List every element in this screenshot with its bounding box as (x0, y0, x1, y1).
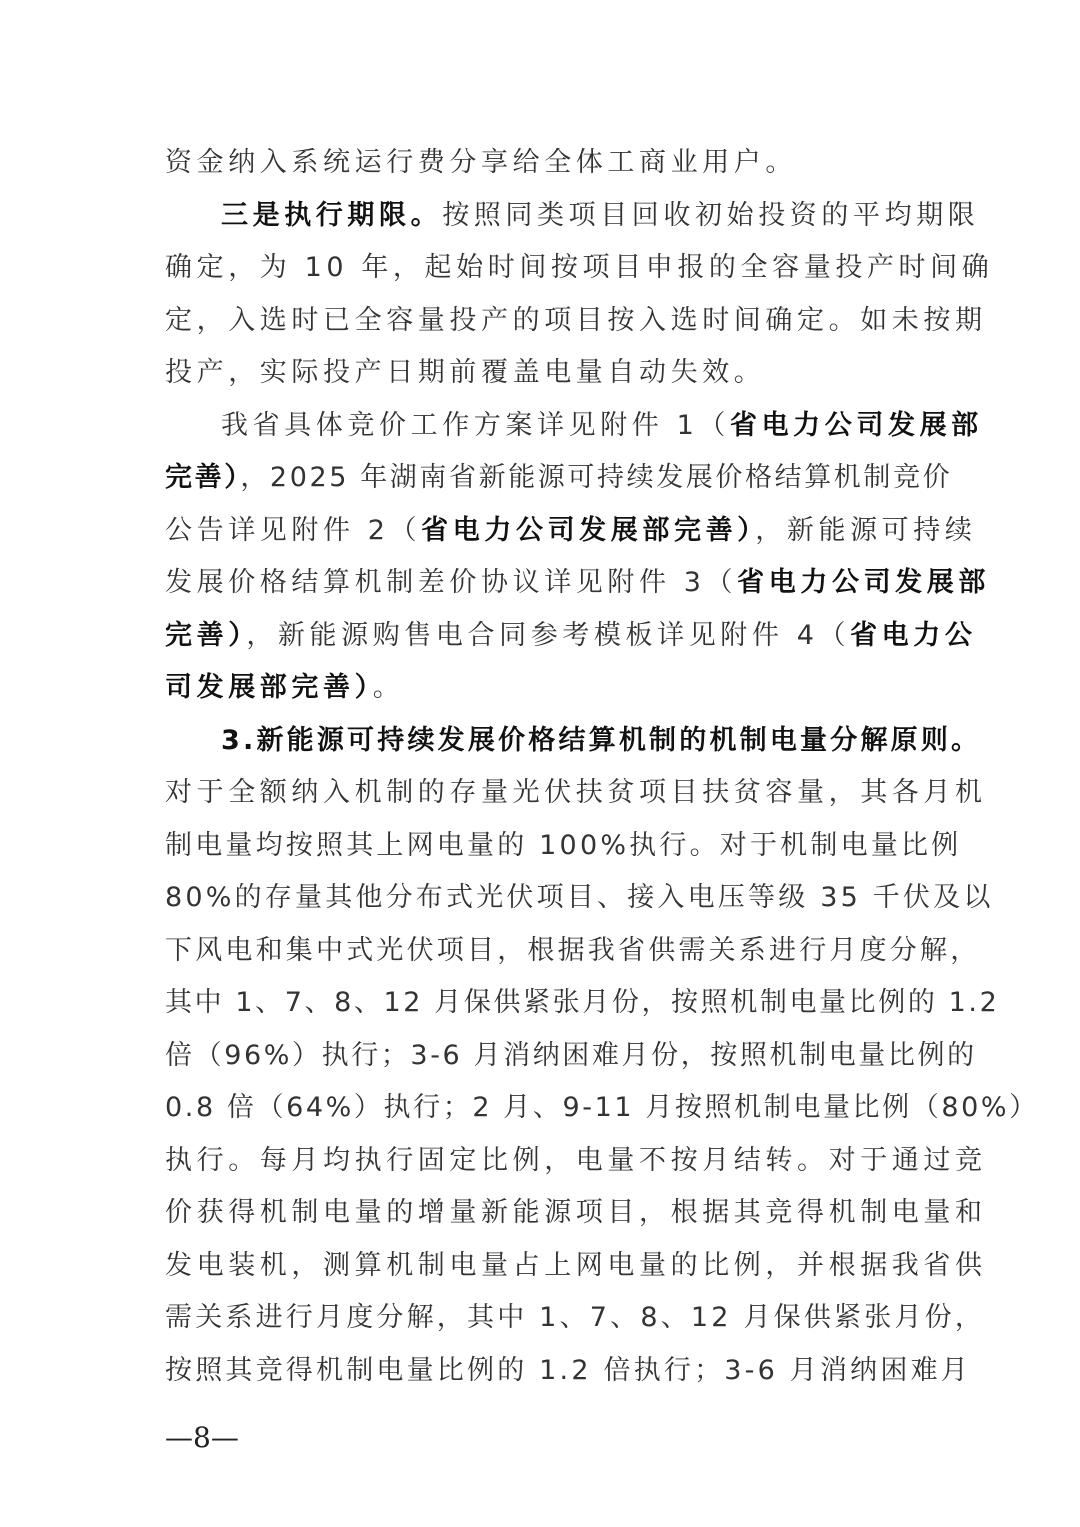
paragraph-line (165, 458, 953, 498)
text-run: 资金纳入系统运行费分享给全体工商业用户。 (165, 147, 797, 178)
text-run: 投产，实际投产日期前覆盖电量自动失效。 (165, 357, 766, 388)
bold-note: 省电力公 (850, 620, 977, 651)
bold-note: 省电力公司发展部 (737, 567, 990, 598)
text-run: 发电装机，测算机制电量占上网电量的比例，并根据我省供 (165, 1250, 987, 1281)
text-run: 对于全额纳入机制的存量光伏扶贫项目扶贫容量，其各月机 (165, 777, 987, 808)
text-run: ，新能源可持续 (755, 515, 977, 546)
paragraph-line (165, 563, 990, 603)
bold-note: 完善） (165, 462, 241, 493)
text-run: 其中 1、7、8、12 月保供紧张月份，按照机制电量比例的 1.2 (165, 987, 1000, 1018)
paragraph-line (165, 773, 987, 813)
text-run: 80%的存量其他分布式光伏项目、接入电压等级 35 千伏及以 (165, 882, 994, 913)
text-run: ，新能源购售电合同参考模板详见附件 4（ (246, 620, 851, 651)
page-number: —8— (165, 1421, 239, 1454)
text-run: 按照同类项目回收初始投资的平均期限 (442, 200, 980, 231)
paragraph-line (165, 248, 994, 288)
paragraph-line (165, 511, 977, 551)
paragraph-line (165, 668, 925, 708)
text-run: 需关系进行月度分解，其中 1、7、8、12 月保供紧张月份， (165, 1302, 986, 1333)
paragraph-line (221, 406, 983, 446)
text-run: 倍（96%）执行；3-6 月消纳困难月份，按照机制电量比例的 (165, 1040, 977, 1071)
paragraph-line (165, 826, 962, 866)
bold-note: 省电力公司发展部 (729, 410, 983, 441)
bold-note: 司发展部完善） (165, 672, 373, 703)
paragraph-line (165, 143, 925, 183)
paragraph-line (165, 353, 925, 393)
paragraph-line (221, 721, 982, 761)
text-run: 制电量均按照其上网电量的 100%执行。对于机制电量比例 (165, 830, 962, 861)
paragraph-line (221, 196, 980, 236)
text-run: 。 (372, 672, 405, 703)
text-run: 定，入选时已全容量投产的项目按入选时间确定。如未按期 (165, 305, 987, 336)
text-run: ，2025 年湖南省新能源可持续发展价格结算机制竞价 (240, 462, 953, 493)
paragraph-line (165, 1141, 987, 1181)
text-run: 公告详见附件 2（ (165, 515, 422, 546)
paragraph-line (165, 931, 981, 971)
text-run: 价获得机制电量的增量新能源项目，根据其竞得机制电量和 (165, 1197, 987, 1228)
paragraph-line (165, 1298, 986, 1338)
text-run: 确定，为 10 年，起始时间按项目申报的全容量投产时间确 (165, 252, 994, 283)
text-run: 下风电和集中式光伏项目，根据我省供需关系进行月度分解， (165, 935, 981, 966)
bold-note: 完善） (165, 620, 247, 651)
text-run: 按照其竞得机制电量比例的 1.2 倍执行；3-6 月消纳困难月 (165, 1355, 971, 1386)
paragraph-line (165, 1246, 987, 1286)
paragraph-line (165, 616, 977, 656)
text-run: 我省具体竞价工作方案详见附件 1（ (221, 410, 730, 441)
paragraph-line (165, 983, 1000, 1023)
paragraph-line (165, 301, 987, 341)
text-run: 发展价格结算机制差价协议详见附件 3（ (165, 567, 738, 598)
paragraph-line (165, 1193, 987, 1233)
paragraph-line (165, 878, 994, 918)
section-heading-3: 3.新能源可持续发展价格结算机制的机制电量分解原则。 (221, 725, 982, 756)
paragraph-line (165, 1351, 971, 1391)
text-run: 执行。每月均执行固定比例，电量不按月结转。对于通过竞 (165, 1145, 987, 1176)
text-run: 0.8 倍（64%）执行；2 月、9-11 月按照机制电量比例（80%） (165, 1092, 1039, 1123)
section-heading-execution-period: 三是执行期限。 (221, 200, 443, 231)
paragraph-line (165, 1036, 977, 1076)
paragraph-line (165, 1088, 1039, 1128)
bold-note: 省电力公司发展部完善） (421, 515, 756, 546)
